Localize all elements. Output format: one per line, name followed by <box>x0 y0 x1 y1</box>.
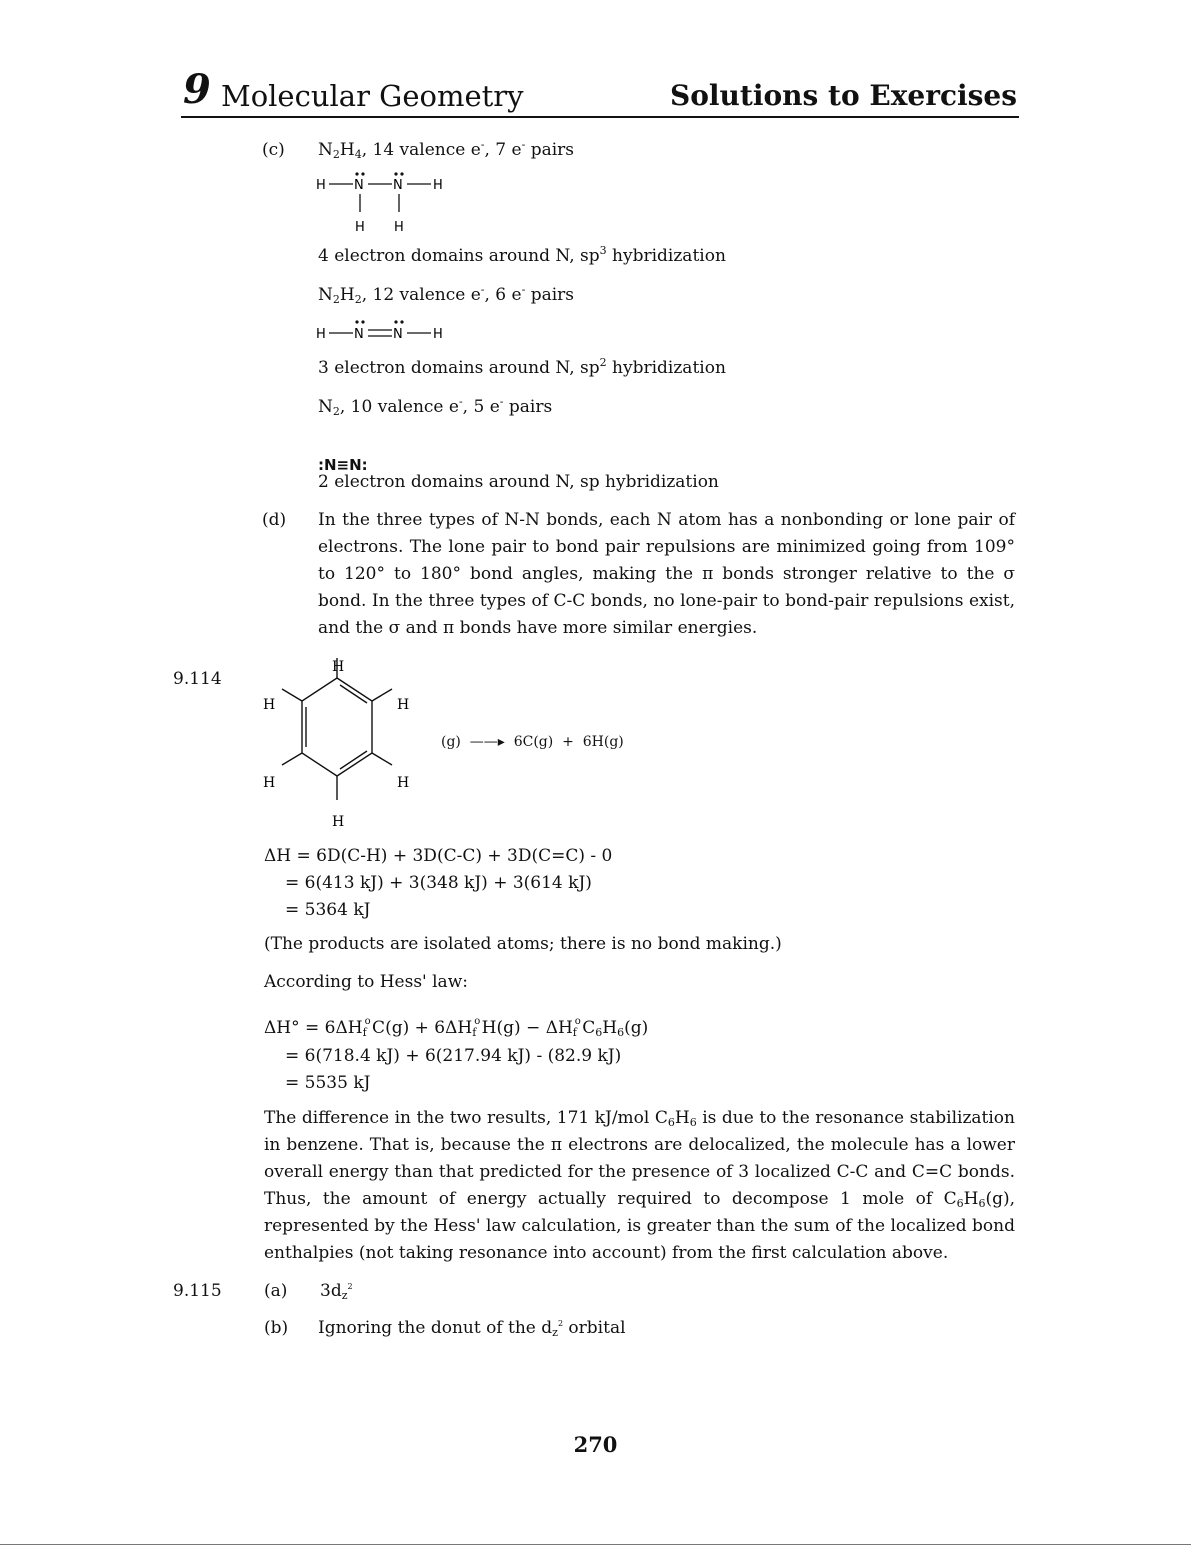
atom-h: H <box>394 220 404 235</box>
bond <box>282 753 302 765</box>
atom-h: H <box>316 327 326 342</box>
atom-h: H <box>263 697 276 713</box>
n2h4-structure <box>316 170 456 236</box>
atom-n: N <box>354 327 364 342</box>
lone-pair-dot <box>394 172 397 175</box>
section-title: Solutions to Exercises <box>670 79 1017 112</box>
exercise-9-114-number: 9.114 <box>173 669 222 689</box>
exercise-9-115-number: 9.115 <box>173 1281 222 1301</box>
double-bond-line <box>340 685 367 703</box>
double-bond-line <box>340 751 367 769</box>
chapter-number: 9 <box>183 66 211 113</box>
n2h2-header: $N_2H_2$, 12 valence e-, 6 e- pairs <box>318 283 575 306</box>
atom-h: H <box>433 178 443 193</box>
benzene-ring <box>302 678 372 776</box>
n2-lewis: :N≡N: <box>318 456 368 474</box>
hess-equation: $\Delta H^\circ = 6\Delta H_f$ $C(g) + 6\Delta H_f$ $H(g) - \Delta H_f$ $C_6H_6(g)$ <box>264 1018 649 1039</box>
note-isolated-atoms: (The products are isolated atoms; there is no bond making.) <box>264 934 782 954</box>
atom-h: H <box>332 814 345 830</box>
n2h2-hybridization: 3 electron domains around N, $sp^2$ hybridization <box>318 356 726 378</box>
part-c-label: (c) <box>262 140 285 160</box>
lone-pair-dot <box>361 172 364 175</box>
resonance-explanation: The difference in the two results, 171 kJ/mol $C_6H_6$ is due to the resonance stabilization in benzene. That is, because the π electrons are delocalized, the molecule has a lower overall energy than that predicted for the presence of 3 localized C-C and C=C bonds. Thus, the amount of energy actually required to decompose 1 mole of $C_6H_6(g)$, represented by the Hess' law calculation, is greater than the sum of the localized bond enthalpies (not taking resonance into account) from the first calculation above. <box>264 1108 1015 1263</box>
hess-intro: According to Hess' law: <box>264 972 468 992</box>
page-number: 270 <box>573 1432 618 1457</box>
lone-pair-dot <box>400 172 403 175</box>
part-a-label: (a) <box>264 1281 288 1301</box>
atom-h: H <box>332 659 345 675</box>
part-d-label: (d) <box>262 510 287 530</box>
bottom-rule <box>0 1544 1191 1545</box>
n2h2-lewis-diagram <box>316 316 456 342</box>
atom-n: N <box>393 327 403 342</box>
atom-n: N <box>393 178 403 193</box>
n2h4-header: $N_2H_4$, 14 valence e-, 7 e- pairs <box>318 138 575 161</box>
n2-hybridization: 2 electron domains around N, sp hybridization <box>318 472 719 492</box>
benzene-reaction: (g) ——▸ 6C(g) + 6H(g) <box>441 734 624 750</box>
chapter-title: Molecular Geometry <box>221 79 524 113</box>
benzene-diagram <box>255 652 425 832</box>
part-b-answer: Ignoring the donut of the $d_z^2$ orbital <box>318 1318 626 1339</box>
dh-line-3: = 5364 kJ <box>285 900 371 920</box>
dh-line-1: ΔH = 6D(C-H) + 3D(C-C) + 3D(C=C) - 0 <box>264 846 613 866</box>
header-rule <box>181 116 1019 118</box>
lone-pair-dot <box>394 320 397 323</box>
n2h4-lewis-diagram <box>316 170 456 236</box>
dh-line-2: = 6(413 kJ) + 3(348 kJ) + 3(614 kJ) <box>285 873 592 893</box>
benzene-structure <box>255 652 425 832</box>
hess-line-3: = 5535 kJ <box>285 1073 371 1093</box>
bond <box>282 689 302 701</box>
lone-pair-dot <box>400 320 403 323</box>
lone-pair-dot <box>355 172 358 175</box>
n2h2-structure <box>316 316 456 342</box>
lone-pair-dot <box>361 320 364 323</box>
atom-h: H <box>397 775 410 791</box>
part-b-label: (b) <box>264 1318 289 1338</box>
lone-pair-dot <box>355 320 358 323</box>
atom-h: H <box>355 220 365 235</box>
atom-h: H <box>433 327 443 342</box>
part-d-text: In the three types of N-N bonds, each N atom has a nonbonding or lone pair of electrons. The lone pair to bond pair repulsions are minimized going from 109° to 120° to 180° bond angles, making the π bonds stronger relative to the σ bond. In the three types of C-C bonds, no lone-pair to bond-pair repulsions exist, and the σ and π bonds have more similar energies. <box>318 510 1015 638</box>
bond <box>372 753 392 765</box>
bond <box>372 689 392 701</box>
atom-h: H <box>263 775 276 791</box>
hess-line-2: = 6(718.4 kJ) + 6(217.94 kJ) - (82.9 kJ) <box>285 1046 622 1066</box>
part-a-answer: $3d_z^2$ <box>320 1281 353 1302</box>
n2h4-hybridization: 4 electron domains around N, $sp^3$ hybridization <box>318 244 726 266</box>
atom-h: H <box>397 697 410 713</box>
atom-h: H <box>316 178 326 193</box>
atom-n: N <box>354 178 364 193</box>
n2-header: $N_2$, 10 valence e-, 5 e- pairs <box>318 395 553 418</box>
